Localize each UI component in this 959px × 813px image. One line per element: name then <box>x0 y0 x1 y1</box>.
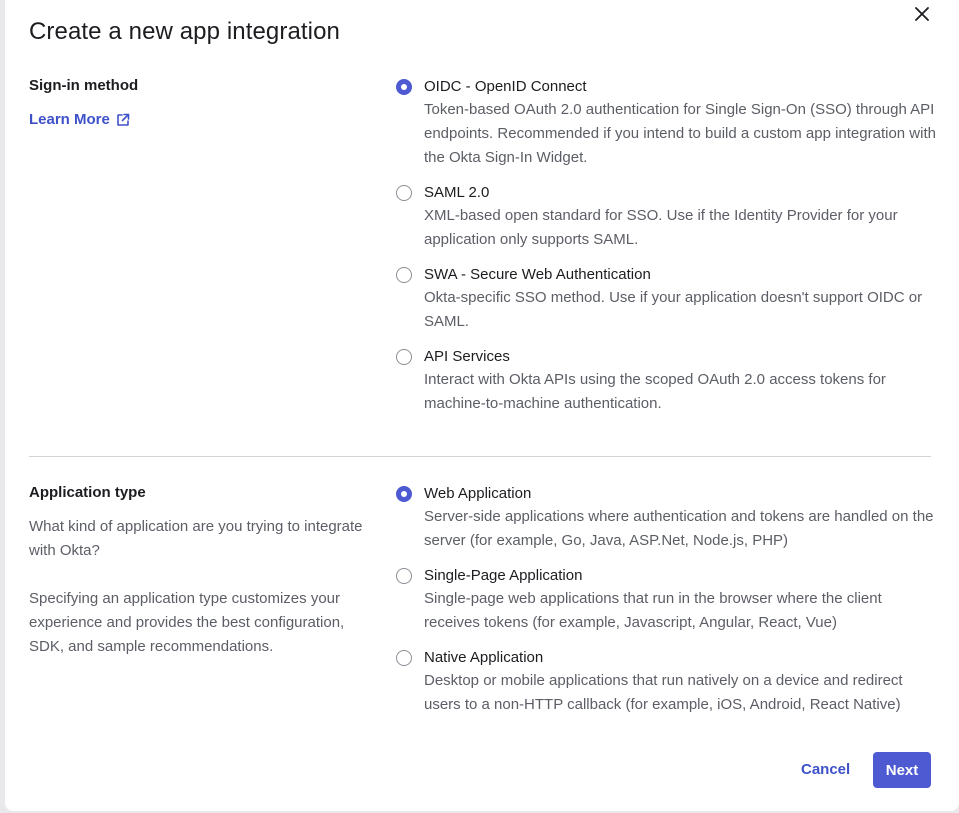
radio-button[interactable] <box>396 267 412 283</box>
radio-option-description: Interact with Okta APIs using the scoped OAuth 2.0 access tokens for machine-to-machine authentication. <box>424 371 886 412</box>
radio-option-description: Token-based OAuth 2.0 authentication for Single Sign-On (SSO) through API endpoints. Recommended if you intend to build a custom app integration with the Okta Sign-In Widget. <box>424 101 936 166</box>
radio-option-label: Single-Page Application <box>424 567 583 584</box>
radio-option-label: SAML 2.0 <box>424 184 490 201</box>
radio-button[interactable] <box>396 185 412 201</box>
learn-more-link[interactable] <box>29 111 130 128</box>
close-button[interactable] <box>910 2 934 26</box>
radio-option-description: Desktop or mobile applications that run natively on a device and redirect users to a non-HTTP callback (for example, iOS, Android, React Native) <box>424 672 903 713</box>
radio-option-description: Server-side applications where authentication and tokens are handled on the server (for example, Go, Java, ASP.Net, Node.js, PHP) <box>424 508 934 549</box>
radio-option-label: Web Application <box>424 485 532 502</box>
sign-in-method-label: Sign-in method <box>29 77 139 94</box>
cancel-button[interactable]: Cancel <box>795 752 856 788</box>
radio-option-description: Single-page web applications that run in the browser where the client receives tokens (for example, Javascript, Angular, React, Vue) <box>424 590 882 631</box>
radio-button[interactable] <box>396 568 412 584</box>
application-type-explanation: Specifying an application type customizes your experience and provides the best configuration, SDK, and sample recommendations. <box>29 590 345 655</box>
create-app-integration-dialog <box>5 0 959 811</box>
radio-button-selected[interactable] <box>396 79 412 95</box>
close-icon <box>915 7 929 21</box>
application-type-label: Application type <box>29 484 146 501</box>
radio-option-label: SWA - Secure Web Authentication <box>424 266 651 283</box>
radio-option-label: API Services <box>424 348 510 365</box>
next-button[interactable]: Next <box>873 752 931 788</box>
radio-option-label: Native Application <box>424 649 544 666</box>
external-link-icon <box>116 113 130 127</box>
radio-button[interactable] <box>396 349 412 365</box>
radio-button-selected[interactable] <box>396 486 412 502</box>
radio-option-description: XML-based open standard for SSO. Use if the Identity Provider for your application only supports SAML. <box>424 207 898 248</box>
radio-option-label: OIDC - OpenID Connect <box>424 78 587 95</box>
dialog-title: Create a new app integration <box>29 18 341 45</box>
learn-more-text: Learn More <box>29 111 110 128</box>
radio-button[interactable] <box>396 650 412 666</box>
radio-option-description: Okta-specific SSO method. Use if your application doesn't support OIDC or SAML. <box>424 289 923 330</box>
application-type-question: What kind of application are you trying to integrate with Okta? <box>29 518 363 559</box>
section-divider <box>29 456 931 457</box>
